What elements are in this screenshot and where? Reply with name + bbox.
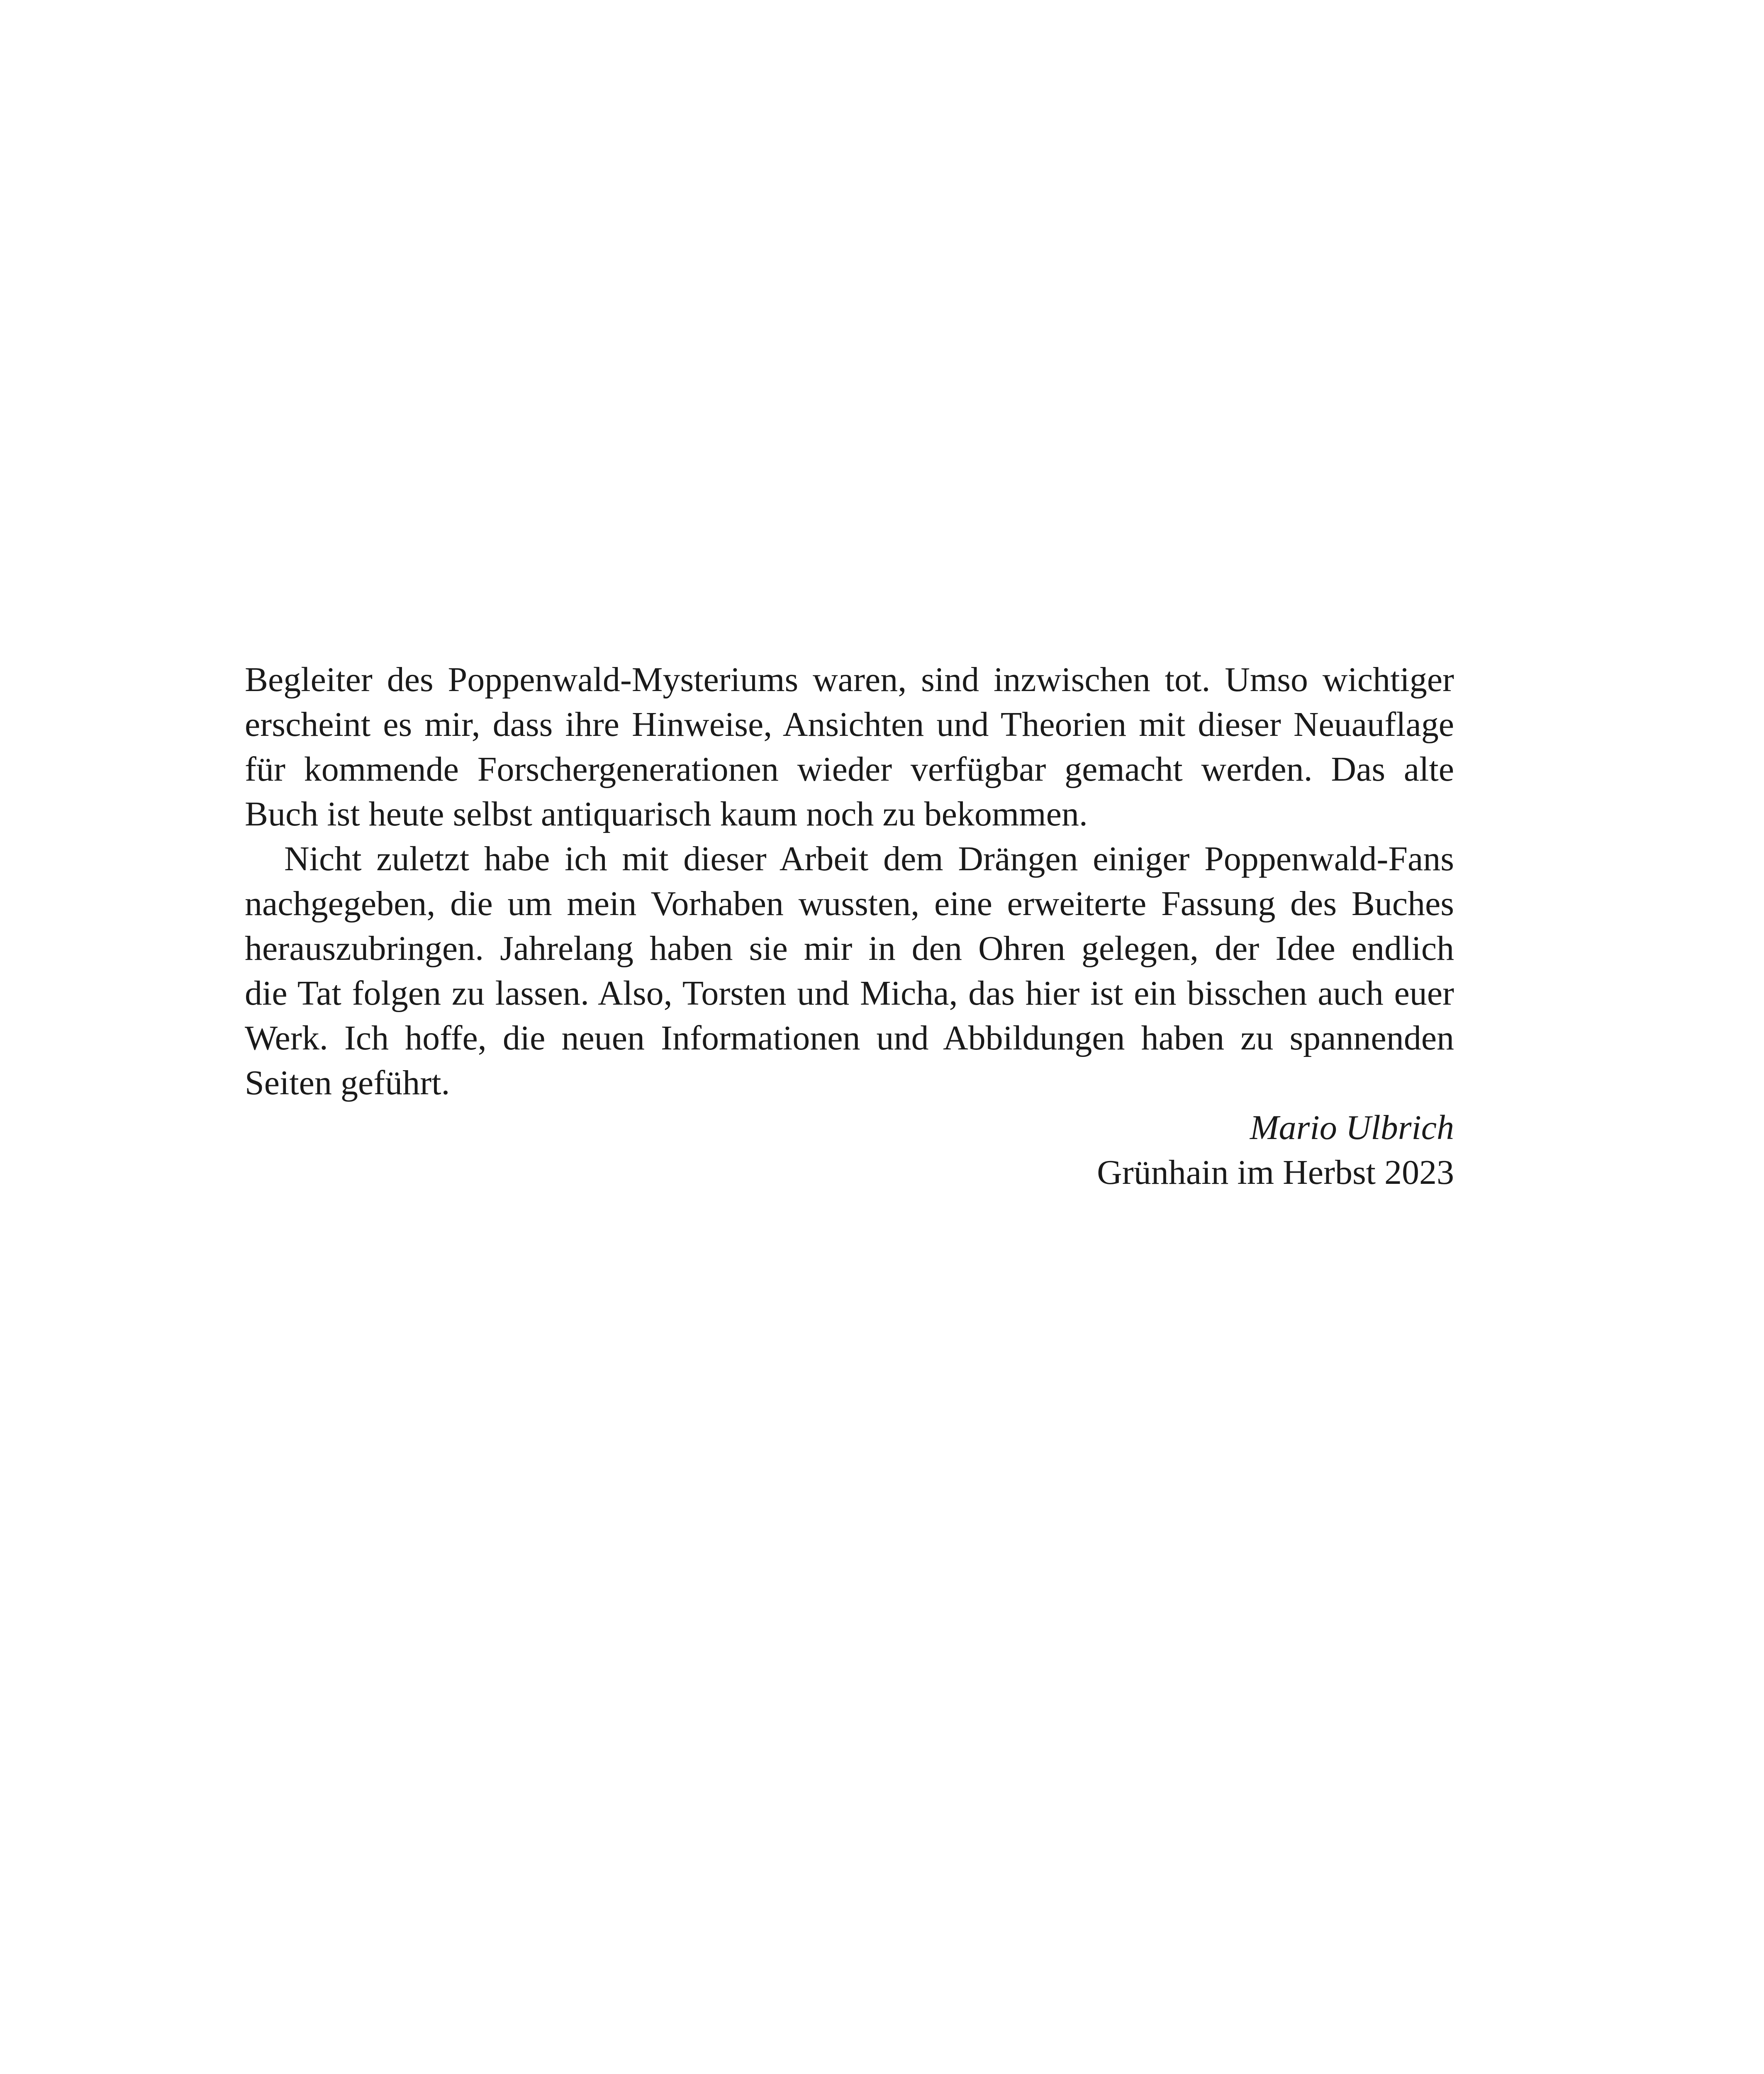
text-line: Werk. Ich hoffe, die neuen Informationen und Abbildungen haben zu spannenden xyxy=(245,1019,1454,1057)
text-line: Buch ist heute selbst antiquarisch kaum noch zu bekommen. xyxy=(245,795,1088,833)
text-line: nachgegeben, die um mein Vorhaben wussten, eine erweiterte Fassung des Buches xyxy=(245,884,1454,923)
main-text xyxy=(245,657,1454,1195)
text-line: Seiten geführt. xyxy=(245,1064,450,1102)
paragraph-continued xyxy=(245,657,1454,837)
text-line: die Tat folgen zu lassen. Also, Torsten und Micha, das hier ist ein bisschen auch euer xyxy=(245,974,1454,1013)
text-line: herauszubringen. Jahrelang haben sie mir in den Ohren gelegen, der Idee endlich xyxy=(245,929,1454,968)
text-line: Begleiter des Poppenwald-Mysteriums waren, sind inzwischen tot. Umso wichtiger xyxy=(245,660,1454,699)
signature-block xyxy=(245,1105,1454,1195)
author-name: Mario Ulbrich xyxy=(1250,1108,1454,1147)
text-line: Nicht zuletzt habe ich mit dieser Arbeit dem Drängen einiger Poppenwald-Fans xyxy=(284,840,1454,878)
text-line: für kommende Forschergenerationen wieder verfügbar gemacht werden. Das alte xyxy=(245,750,1454,789)
place-and-date: Grünhain im Herbst 2023 xyxy=(1097,1153,1454,1192)
text-line: erscheint es mir, dass ihre Hinweise, Ansichten und Theorien mit dieser Neuauflage xyxy=(245,705,1454,744)
paragraph-closing xyxy=(245,837,1454,1105)
